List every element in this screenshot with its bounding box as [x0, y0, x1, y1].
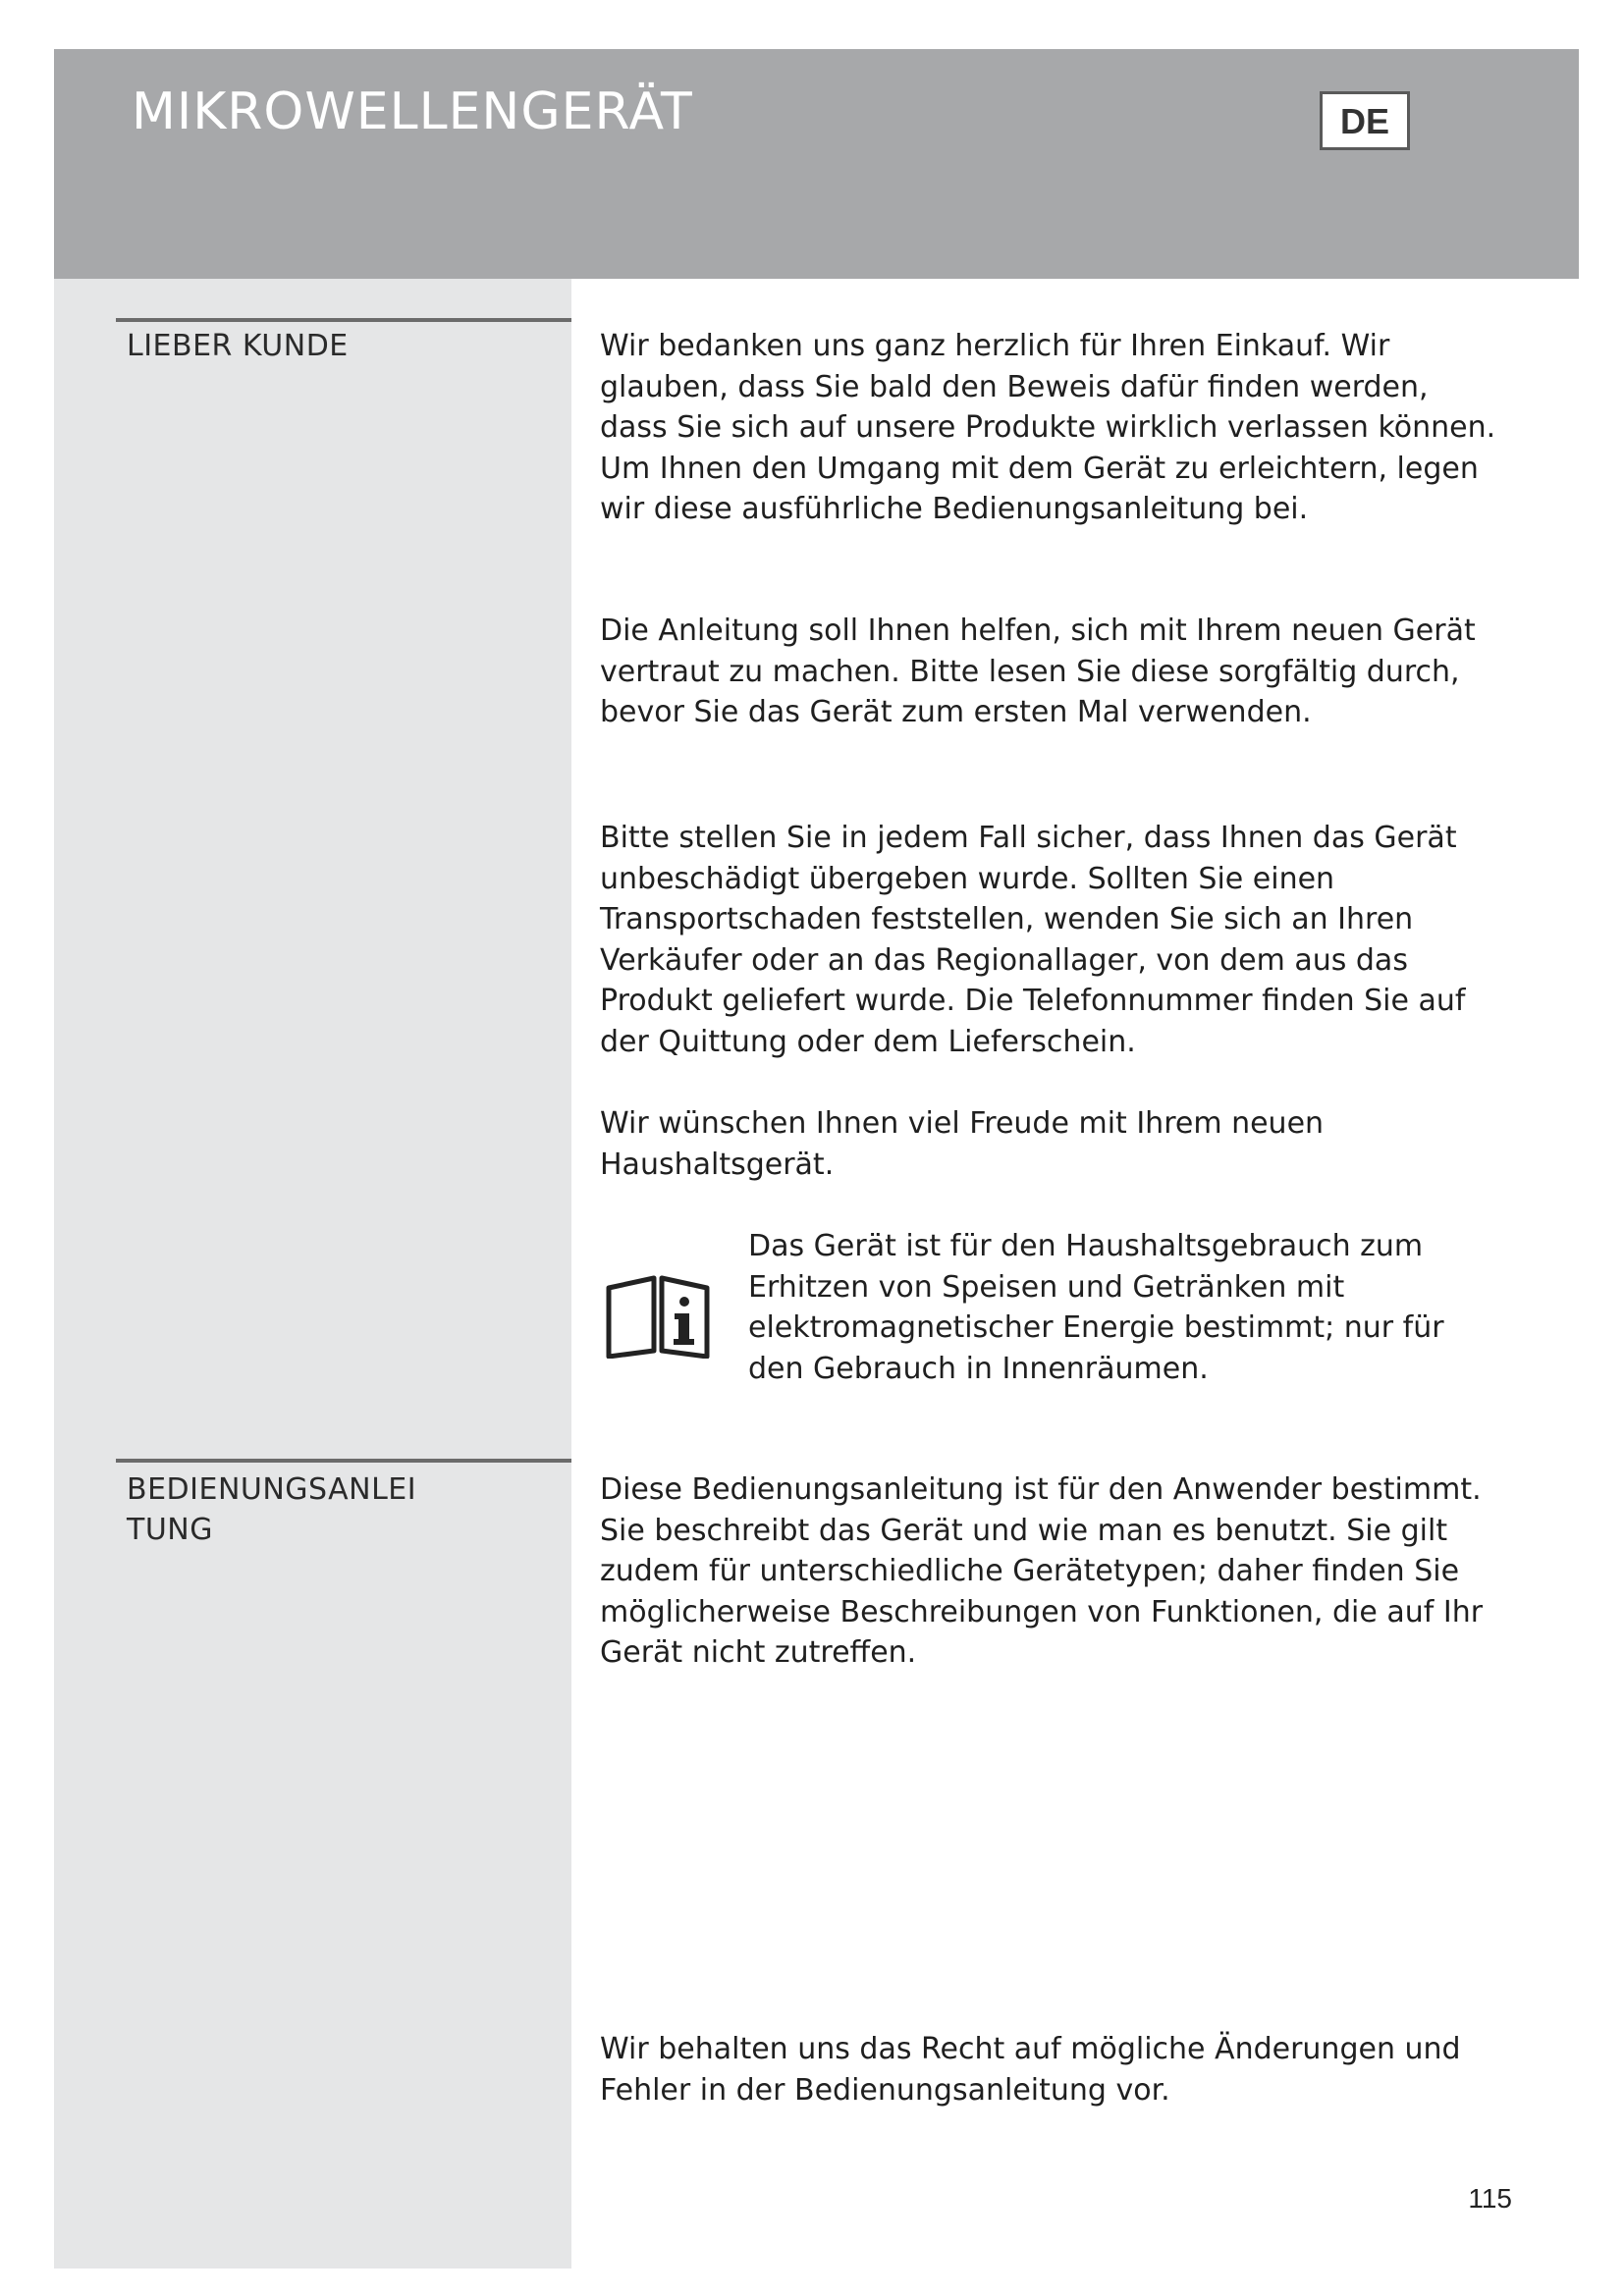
- paragraph-wishes: Wir wünschen Ihnen viel Freude mit Ihrem neuen Haushaltsgerät.: [600, 1106, 1325, 1182]
- page-title: MIKROWELLENGERÄT: [132, 82, 693, 141]
- page-number: 115: [1468, 2183, 1512, 2214]
- section-divider: [116, 318, 571, 322]
- paragraph-manual-purpose: Diese Bedienungsanleitung ist für den Anwender bestimmt. Sie beschreibt das Gerät und wie man es benutzt. Sie gilt zudem für unterschiedliche Gerätetypen; daher finden Sie möglicherweise Beschreibungen von Funktionen, die auf Ihr Gerät nicht zutreffen.: [600, 1472, 1484, 1670]
- paragraph-transport-damage: Bitte stellen Sie in jedem Fall sicher, dass Ihnen das Gerät unbeschädigt übergeben wurde. Sollten Sie einen Transportschaden feststellen, wenden Sie sich an Ihren Verkäufer oder an das Regionallager, von dem aus das Produkt geliefert wurde. Die Telefonnummer finden Sie auf der Quittung oder dem Lieferschein.: [600, 821, 1466, 1059]
- paragraph-instructions: Die Anleitung soll Ihnen helfen, sich mit Ihrem neuen Gerät vertraut zu machen. Bitte lesen Sie diese sorgfältig durch, bevor Sie das Gerät zum ersten Mal verwenden.: [600, 614, 1476, 729]
- language-badge: DE: [1320, 91, 1410, 150]
- section-divider: [116, 1459, 571, 1463]
- section-label-lieber-kunde: LIEBER KUNDE: [127, 329, 349, 363]
- info-note-text: Das Gerät ist für den Haushaltsgebrauch zum Erhitzen von Speisen und Getränken mit elektromagnetischer Energie bestimmt; nur für den Gebrauch in Innenräumen.: [748, 1229, 1444, 1386]
- manual-info-icon: [603, 1272, 713, 1359]
- sidebar: [54, 279, 571, 2269]
- paragraph-rights-reserved: Wir behalten uns das Recht auf mögliche Änderungen und Fehler in der Bedienungsanleitung vor.: [600, 2032, 1461, 2108]
- section-label-bedienungsanleitung: BEDIENUNGSANLEI TUNG: [127, 1472, 417, 1547]
- paragraph-thanks: Wir bedanken uns ganz herzlich für Ihren Einkauf. Wir glauben, dass Sie bald den Beweis dafür finden werden, dass Sie sich auf unsere Produkte wirklich verlassen können. Um Ihnen den Umgang mit dem Gerät zu erleichtern, legen wir diese ausführliche Bedienungsanleitung bei.: [600, 329, 1496, 526]
